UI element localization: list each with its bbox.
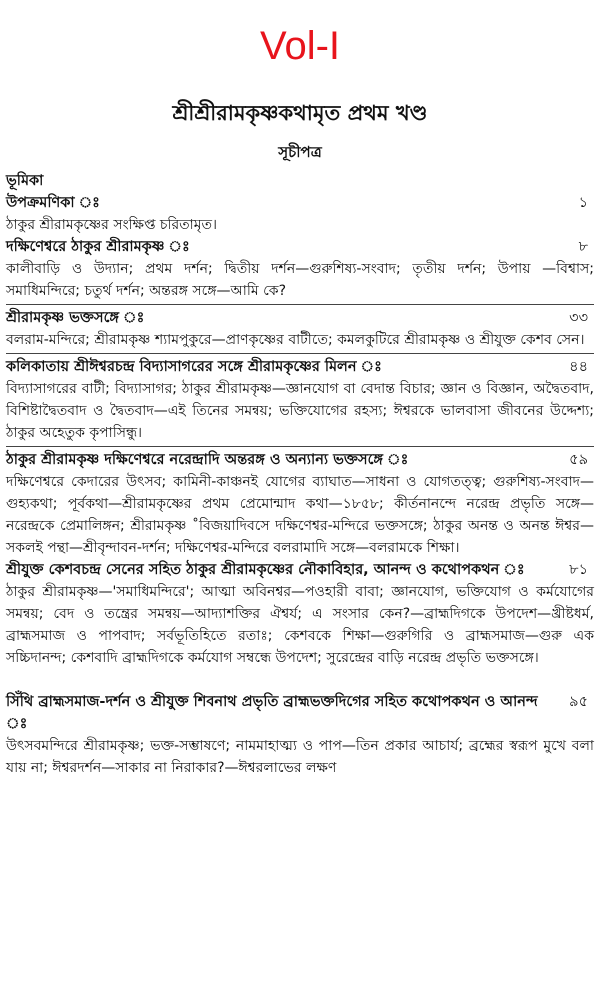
divider: [6, 446, 594, 447]
entry-page-number: ৯৫: [569, 694, 588, 710]
entry-page-number: ৮: [578, 239, 588, 255]
toc-entry-upakramanika: [6, 192, 594, 236]
entry-heading-row: [6, 236, 594, 258]
entry-heading: দক্ষিণেশ্বরে ঠাকুর শ্রীরামকৃষ্ণ ঃ: [6, 239, 190, 255]
entry-page-number: ৩৩: [569, 310, 588, 326]
entry-summary: বলরাম-মন্দিরে; শ্রীরামকৃষ্ণ শ্যামপুকুরে—প্রাণকৃষ্ণের বাটীতে; কমলকুটিরে শ্রীরামকৃষ্ণ ও শ্রীযুক্ত কেশব সেন।: [6, 332, 585, 348]
entry-summary: বিদ্যাসাগরের বাটী; বিদ্যাসাগর; ঠাকুর শ্রীরামকৃষ্ণ—জ্ঞানযোগ বা বেদান্ত বিচার; জ্ঞান ও বিজ্ঞান, অদ্বৈতবাদ, বিশিষ্টাদ্বৈতবাদ ও দ্বৈতবাদ—এই তিনের সমন্বয়; ভক্তিযোগের রহস্য; ঈশ্বরকে ভালবাসা জীবনের উদ্দেশ্য; ঠাকুর অহেতুক কৃপাসিন্ধু।: [6, 381, 594, 441]
toc-entry-narendradi: [6, 449, 594, 559]
toc-entry-sinthi: [6, 691, 594, 779]
divider: [6, 304, 594, 305]
entry-heading-row: [6, 307, 594, 329]
entry-summary: উৎসবমন্দিরে শ্রীরামকৃষ্ণ; ভক্ত-সম্ভাষণে; নামমাহাত্ম্য ও পাপ—তিন প্রকার আচার্য; ব্রহ্মের স্বরূপ মুখে বলা যায় না; ঈশ্বরদর্শন—সাকার না নিরাকার?—ঈশ্বরলাভের লক্ষণ: [6, 738, 594, 776]
entry-page-number: ৪৪: [569, 359, 588, 375]
volume-label: Vol-I: [259, 24, 341, 68]
contents-title: সূচীপত্র: [278, 143, 322, 161]
entry-page-number: ১: [578, 195, 588, 211]
entry-summary: দক্ষিণেশ্বরে কেদারের উৎসব; কামিনী-কাঞ্চনই যোগের ব্যাঘাত—সাধনা ও যোগতত্ত্ব; গুরুশিষ্য-সংবাদ—গুহ্যকথা; পূর্বকথা—শ্রীরামকৃষ্ণের প্রথম প্রেমোন্মাদ কথা—১৮৫৮; কীর্তনানন্দে নরেন্দ্র প্রভৃতি সঙ্গে—নরেন্দ্রকে প্রেমালিঙ্গন; শ্রীরামকৃষ্ণ ˚বিজয়াদিবসে দক্ষিণেশ্বর-মন্দিরে ভক্তসঙ্গে; ঠাকুর অনন্ত ও অনন্ত ঈশ্বর—সকলই পন্থা—শ্রীবৃন্দাবন-দর্শন; দক্ষিণেশ্বর-মন্দিরে বলরামাদি সঙ্গে—বলরামকে শিক্ষা।: [6, 474, 594, 556]
entry-heading: সিঁথি ব্রাহ্মসমাজ-দর্শন ও শ্রীযুক্ত শিবনাথ প্রভৃতি ব্রাহ্মভক্তদিগের সহিত কথোপকথন ও আনন্দ ঃ: [6, 694, 538, 732]
entry-heading-row: [6, 691, 594, 735]
entry-heading: শ্রীযুক্ত কেশবচন্দ্র সেনের সহিত ঠাকুর শ্রীরামকৃষ্ণের নৌকাবিহার, আনন্দ ও কথোপকথন ঃ: [6, 562, 525, 578]
entry-heading-row: [6, 449, 594, 471]
entry-summary: ঠাকুর শ্রীরামকৃষ্ণ—'সমাধিমন্দিরে'; আত্মা অবিনশ্বর—পওহারী বাবা; জ্ঞানযোগ, ভক্তিযোগ ও কর্মযোগের সমন্বয়; বেদ ও তন্ত্রের সমন্বয়—আদ্যাশক্তির ঐশ্বর্য; এ সংসার কেন?—ব্রাহ্মদিগকে উপদেশ—খ্রীষ্টধর্ম, ব্রাহ্মসমাজ ও পাপবাদ; সর্বভূতিহিতে রতাঃ; কেশবকে শিক্ষা—গুরুগিরি ও ব্রাহ্মসমাজ—গুরু এক সচ্চিদানন্দ; কেশবাদি ব্রাহ্মদিগকে কর্মযোগ সম্বন্ধে উপদেশ; সুরেন্দ্রের বাড়ি নরেন্দ্র প্রভৃতি ভক্তসঙ্গে।: [6, 584, 594, 666]
toc-entry-dakshineswar: [6, 236, 594, 302]
toc-entry-bhaktasange: [6, 307, 594, 351]
entry-summary: কালীবাড়ি ও উদ্যান; প্রথম দর্শন; দ্বিতীয় দর্শন—গুরুশিষ্য-সংবাদ; তৃতীয় দর্শন; উপায় —বিশ্বাস; সমাধিমন্দিরে; চতুর্থ দর্শন; অন্তরঙ্গ সঙ্গে—আমি কে?: [6, 261, 594, 299]
entry-page-number: ৮১: [569, 562, 588, 578]
book-title: শ্রীশ্রীরামকৃষ্ণকথামৃত প্রথম খণ্ড: [172, 101, 428, 125]
entry-heading: ঠাকুর শ্রীরামকৃষ্ণ দক্ষিণেশ্বরে নরেন্দ্রাদি অন্তরঙ্গ ও অন্যান্য ভক্তসঙ্গে ঃ: [6, 452, 409, 468]
entry-heading: কলিকাতায় শ্রীঈশ্বরচন্দ্র বিদ্যাসাগরের সঙ্গে শ্রীরামকৃষ্ণের মিলন ঃ: [6, 359, 382, 375]
bhumika-heading: ভূমিকা: [6, 173, 44, 189]
spacer: [6, 669, 594, 691]
divider: [6, 353, 594, 354]
toc-entry-vidyasagar: [6, 356, 594, 444]
entry-summary: ঠাকুর শ্রীরামকৃষ্ণের সংক্ষিপ্ত চরিতামৃত।: [6, 217, 218, 233]
entry-heading-row: [6, 192, 594, 214]
toc-entry-keshab: [6, 559, 594, 669]
entry-heading: উপক্রমণিকা ঃ: [6, 195, 100, 211]
entry-heading-row: [6, 356, 594, 378]
entry-heading-row: [6, 559, 594, 581]
entry-heading: শ্রীরামকৃষ্ণ ভক্তসঙ্গে ঃ: [6, 310, 145, 326]
entry-page-number: ৫৯: [569, 452, 588, 468]
